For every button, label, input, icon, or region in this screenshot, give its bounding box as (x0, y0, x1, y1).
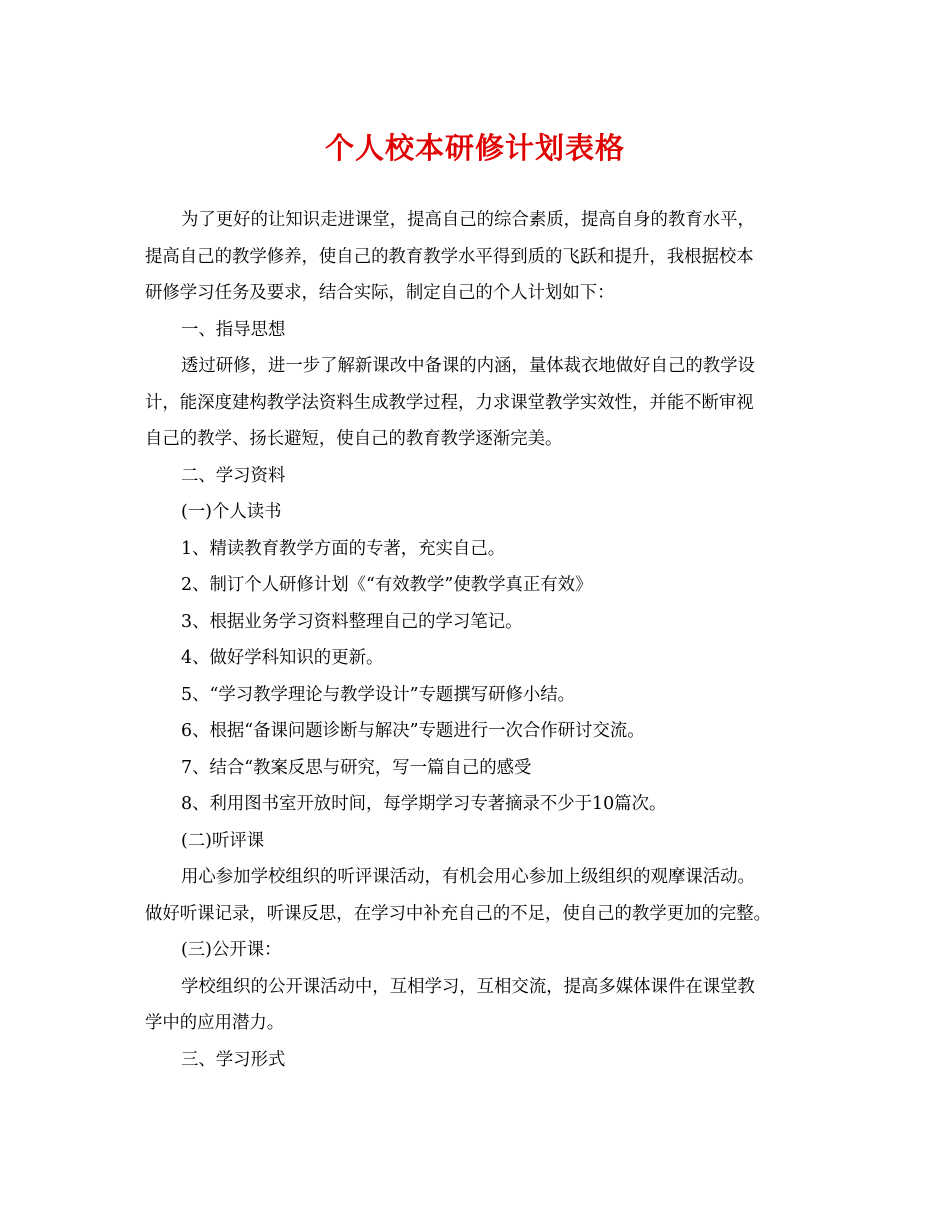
text-line: 8、利用图书室开放时间，每学期学习专著摘录不少于10篇次。 (181, 794, 667, 814)
text-line: 1、精读教育教学方面的专著，充实自己。 (181, 538, 506, 559)
text-line: 3、根据业务学习资料整理自己的学习笔记。 (181, 611, 523, 632)
text-line: 2、制订个人研修计划《“有效教学”使教学真正有效》 (181, 575, 593, 595)
text-line: 6、根据“备课问题诊断与解决”专题进行一次合作研讨交流。 (181, 721, 645, 741)
text-line: 4、做好学科知识的更新。 (181, 648, 384, 668)
text-line: 二、学习资料 (181, 465, 286, 486)
text-line: 用心参加学校组织的听评课活动，有机会用心参加上级组织的观摩课活动。 (181, 867, 755, 887)
text-line: 透过研修，进一步了解新课改中备课的内涵，量体裁衣地做好自己的教学设 (181, 356, 755, 376)
text-line: (二)听评课 (181, 830, 265, 851)
text-line: 7、结合“教案反思与研究，写一篇自己的感受 (181, 757, 532, 778)
text-line: 计，能深度建构教学法资料生成教学过程，力求课堂教学实效性，并能不断审视 (145, 392, 754, 413)
document-title: 个人校本研修计划表格 (324, 131, 625, 165)
text-line: 为了更好的让知识走进课堂，提高自己的综合素质，提高自身的教育水平， (181, 210, 755, 230)
text-line: 自己的教学、扬长避短，使自己的教育教学逐渐完美。 (145, 429, 563, 449)
text-line: 一、指导思想 (181, 319, 286, 340)
text-line: (三)公开课： (181, 940, 282, 960)
document-body (145, 202, 810, 1078)
text-line: 5、“学习教学理论与教学设计”专题撰写研修小结。 (181, 684, 576, 705)
text-line: 做好听课记录，听课反思，在学习中补充自己的不足，使自己的教学更加的完整。 (145, 903, 772, 924)
text-line: (一)个人读书 (181, 502, 282, 522)
text-line: 三、学习形式 (181, 1049, 286, 1070)
text-line: 研修学习任务及要求，结合实际，制定自己的个人计划如下： (145, 283, 615, 303)
text-line: 提高自己的教学修养，使自己的教育教学水平得到质的飞跃和提升，我根据校本 (145, 246, 754, 267)
text-line: 学校组织的公开课活动中，互相学习，互相交流，提高多媒体课件在课堂教 (181, 976, 755, 997)
text-line: 学中的应用潜力。 (145, 1013, 285, 1033)
